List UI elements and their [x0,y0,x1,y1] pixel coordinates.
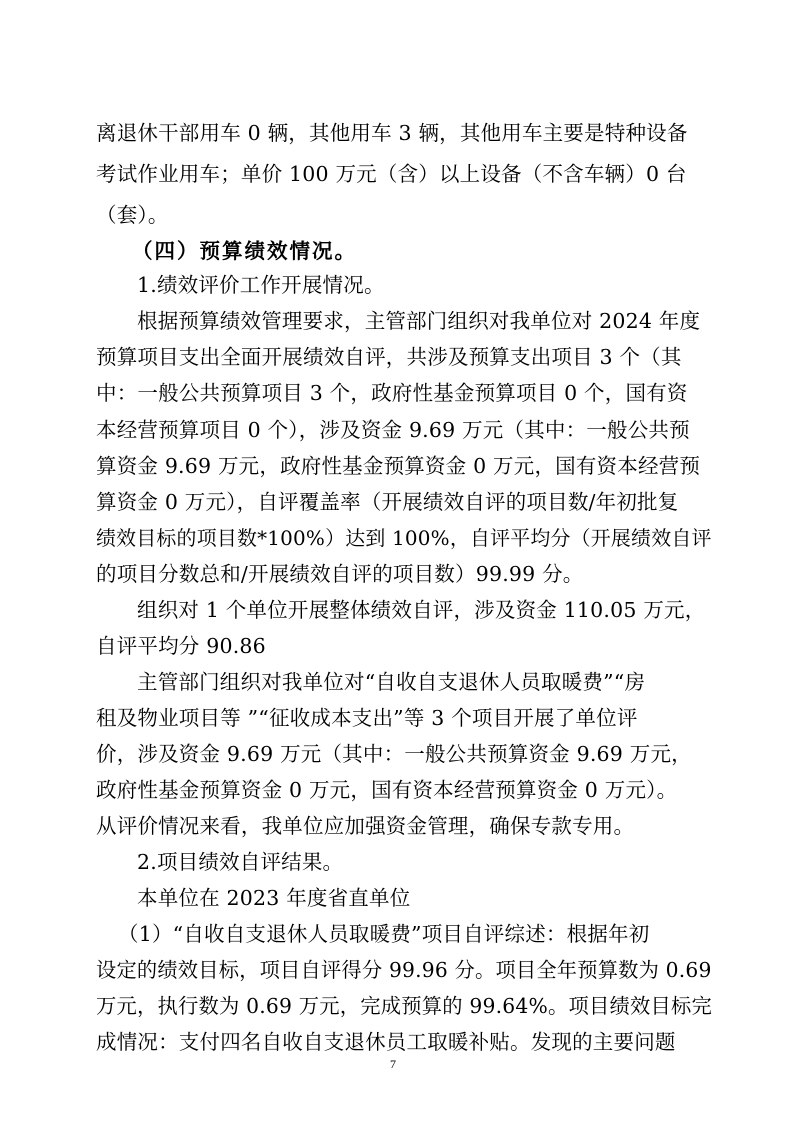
text-line-14: 组织对 1 个单位开展整体绩效自评，涉及资金 110.05 万元， [137,598,706,622]
text-line-23: （1）“自收自支退休人员取暖费”项目自评综述：根据年初 [118,922,650,946]
text-line-15: 自评平均分 90.86 [96,634,266,658]
page-number: 7 [390,1057,396,1071]
section-heading: （四）预算绩效情况。 [132,239,357,263]
text-line-8: 中：一般公共预算项目 3 个，政府性基金预算项目 0 个，国有资 [96,381,688,405]
text-line-13: 的项目分数总和/开展绩效自评的项目数）99.99 分。 [96,562,584,586]
text-line-6: 根据预算绩效管理要求，主管部门组织对我单位对 2024 年度 [137,309,701,333]
text-line-1: 离退休干部用车 0 辆，其他用车 3 辆，其他用车主要是特种设备 [96,121,688,145]
text-line-26: 成情况：支付四名自收自支退休员工取暖补贴。发现的主要问题 [96,1030,676,1054]
text-line-19: 政府性基金预算资金 0 万元，国有资本经营预算资金 0 万元）。 [96,778,678,802]
text-line-2: 考试作业用车；单价 100 万元（含）以上设备（不含车辆）0 台 [96,162,687,186]
text-line-10: 算资金 9.69 万元，政府性基金预算资金 0 万元，国有资本经营预 [96,454,701,478]
text-line-12: 绩效目标的项目数*100%）达到 100%，自评平均分（开展绩效自评 [96,526,712,550]
text-line-7: 预算项目支出全面开展绩效自评，共涉及预算支出项目 3 个（其 [96,345,682,369]
subheading-1: 1.绩效评价工作开展情况。 [137,273,385,297]
text-line-20: 从评价情况来看，我单位应加强资金管理，确保专款专用。 [96,814,635,838]
text-line-17: 租及物业项目等 ”“征收成本支出”等 3 个项目开展了单位评 [96,706,638,730]
text-line-9: 本经营预算项目 0 个），涉及资金 9.69 万元（其中：一般公共预 [96,418,690,442]
text-line-3: （套）。 [96,203,169,227]
text-line-24: 设定的绩效目标，项目自评得分 99.96 分。项目全年预算数为 0.69 [96,958,712,982]
text-line-16: 主管部门组织对我单位对“自收自支退休人员取暖费”“房 [137,670,646,694]
text-line-22: 本单位在 2023 年度省直单位 [137,886,411,910]
text-line-18: 价，涉及资金 9.69 万元（其中：一般公共预算资金 9.69 万元， [96,742,692,766]
text-line-11: 算资金 0 万元），自评覆盖率（开展绩效自评的项目数/年初批复 [96,490,679,514]
subheading-2: 2.项目绩效自评结果。 [137,850,344,874]
text-line-25: 万元，执行数为 0.69 万元，完成预算的 99.64%。项目绩效目标完 [96,994,712,1018]
